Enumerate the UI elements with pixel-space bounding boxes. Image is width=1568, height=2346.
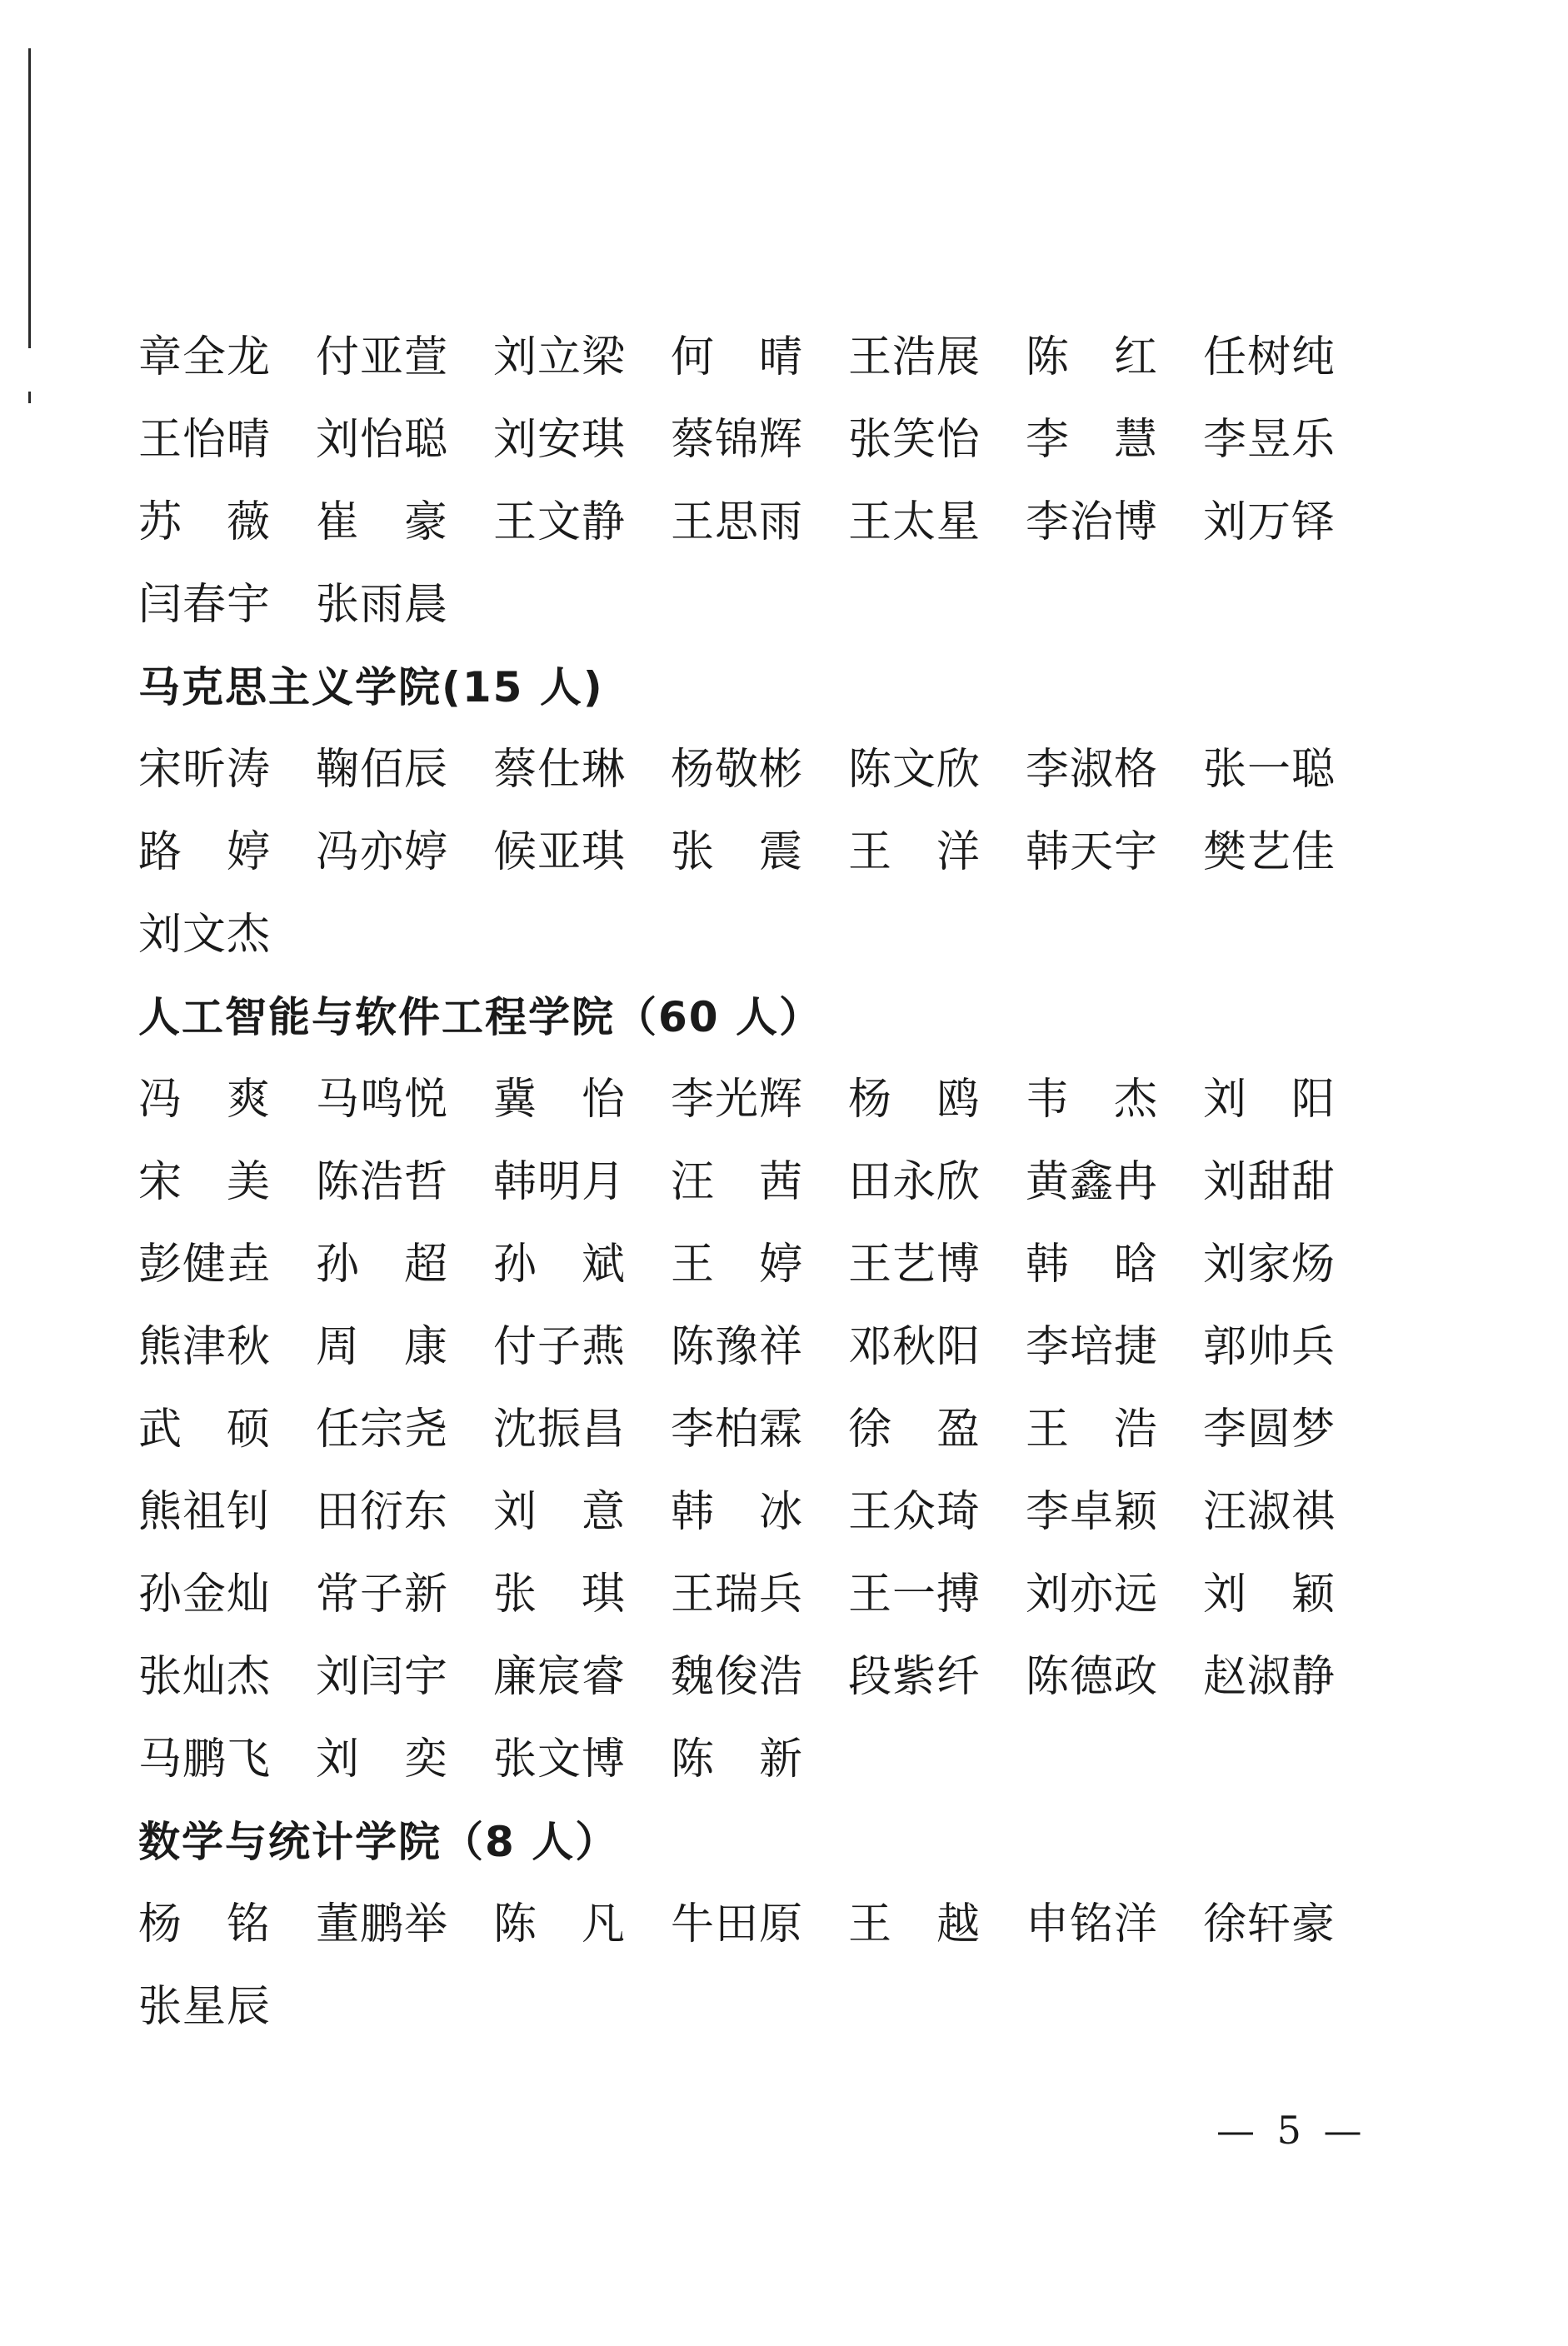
- person-name: 马鹏飞: [138, 1735, 272, 1784]
- person-name: 李光辉: [671, 1075, 804, 1125]
- person-name: 樊艺佳: [1203, 827, 1336, 877]
- person-name: 刘 奕: [316, 1735, 447, 1784]
- person-name: 张一聪: [1203, 745, 1336, 795]
- person-name: 孙 斌: [493, 1240, 625, 1290]
- person-name: 张灿杰: [138, 1652, 272, 1702]
- person-name: 王艺博: [848, 1240, 981, 1290]
- person-name: 冀 怡: [493, 1075, 625, 1125]
- person-name: 陈文欣: [848, 745, 981, 795]
- name-list: [138, 317, 1438, 2049]
- name-row: [138, 482, 1438, 564]
- person-name: 沈振昌: [493, 1405, 627, 1455]
- person-name: 王 洋: [848, 827, 980, 877]
- person-name: 刘安琪: [493, 415, 627, 465]
- person-name: 苏 薇: [138, 497, 270, 547]
- person-name: 牛田原: [671, 1899, 804, 1949]
- person-name: 张星辰: [138, 1982, 272, 2032]
- person-name: 王 越: [848, 1899, 980, 1949]
- person-name: 田永欣: [848, 1157, 981, 1207]
- name-row: [138, 1471, 1438, 1554]
- person-name: 田衍东: [316, 1487, 449, 1537]
- person-name: 陈 新: [671, 1735, 802, 1784]
- person-name: 王太星: [848, 497, 981, 547]
- person-name: 鞠佰辰: [316, 745, 449, 795]
- name-row: [138, 1141, 1438, 1224]
- person-name: 王浩展: [848, 332, 981, 382]
- person-name: 郭帅兵: [1203, 1322, 1336, 1372]
- person-name: 付亚萱: [316, 332, 449, 382]
- person-name: 李圆梦: [1203, 1405, 1336, 1455]
- person-name: 宋 美: [138, 1157, 270, 1207]
- name-row: [138, 1306, 1438, 1389]
- person-name: 熊祖钊: [138, 1487, 272, 1537]
- person-name: 刘闫宇: [316, 1652, 449, 1702]
- person-name: 刘甜甜: [1203, 1157, 1336, 1207]
- person-name: 候亚琪: [493, 827, 627, 877]
- person-name: 魏俊浩: [671, 1652, 804, 1702]
- person-name: 孙金灿: [138, 1570, 272, 1620]
- person-name: 刘 颖: [1203, 1570, 1335, 1620]
- person-name: 黄鑫冉: [1026, 1157, 1159, 1207]
- person-name: 刘立梁: [493, 332, 627, 382]
- person-name: 韩 晗: [1026, 1240, 1157, 1290]
- person-name: 王文静: [493, 497, 627, 547]
- person-name: 张笑怡: [848, 415, 981, 465]
- person-name: 李培捷: [1026, 1322, 1159, 1372]
- person-name: 韩天宇: [1026, 827, 1159, 877]
- name-row: [138, 1389, 1438, 1471]
- person-name: 邓秋阳: [848, 1322, 981, 1372]
- person-name: 汪淑祺: [1203, 1487, 1336, 1537]
- section-heading: 数学与统计学院（8 人）: [138, 1818, 619, 1866]
- name-row: [138, 564, 1438, 646]
- person-name: 杨 鸥: [848, 1075, 980, 1125]
- person-name: 刘怡聪: [316, 415, 449, 465]
- person-name: 韩 冰: [671, 1487, 802, 1537]
- person-name: 韦 杰: [1026, 1075, 1157, 1125]
- person-name: 熊津秋: [138, 1322, 272, 1372]
- person-name: 王怡晴: [138, 415, 272, 465]
- person-name: 路 婷: [138, 827, 270, 877]
- person-name: 徐轩豪: [1203, 1899, 1336, 1949]
- person-name: 冯亦婷: [316, 827, 449, 877]
- name-row: [138, 1224, 1438, 1306]
- person-name: 赵淑静: [1203, 1652, 1336, 1702]
- person-name: 陈豫祥: [671, 1322, 804, 1372]
- person-name: 廉宸睿: [493, 1652, 627, 1702]
- name-row: [138, 1059, 1438, 1141]
- person-name: 李柏霖: [671, 1405, 804, 1455]
- person-name: 任树纯: [1203, 332, 1336, 382]
- person-name: 李昱乐: [1203, 415, 1336, 465]
- person-name: 王一搏: [848, 1570, 981, 1620]
- person-name: 张 琪: [493, 1570, 625, 1620]
- section-heading: 马克思主义学院(15 人): [138, 663, 604, 711]
- person-name: 宋昕涛: [138, 745, 272, 795]
- person-name: 段紫纤: [848, 1652, 981, 1702]
- person-name: 张雨晨: [316, 580, 449, 630]
- person-name: 陈浩哲: [316, 1157, 449, 1207]
- name-row: [138, 1554, 1438, 1636]
- name-row: [138, 811, 1438, 894]
- person-name: 冯 爽: [138, 1075, 270, 1125]
- person-name: 王 浩: [1026, 1405, 1157, 1455]
- person-name: 李治博: [1026, 497, 1159, 547]
- name-row: [138, 1719, 1438, 1801]
- person-name: 李 慧: [1026, 415, 1157, 465]
- person-name: 马鸣悦: [316, 1075, 449, 1125]
- person-name: 杨敬彬: [671, 745, 804, 795]
- person-name: 刘亦远: [1026, 1570, 1159, 1620]
- person-name: 常子新: [316, 1570, 449, 1620]
- name-row: [138, 317, 1438, 399]
- name-row: [138, 1636, 1438, 1719]
- person-name: 汪 茜: [671, 1157, 802, 1207]
- person-name: 蔡仕琳: [493, 745, 627, 795]
- person-name: 李卓颖: [1026, 1487, 1159, 1537]
- person-name: 张 震: [671, 827, 802, 877]
- person-name: 王思雨: [671, 497, 804, 547]
- person-name: 董鹏举: [316, 1899, 449, 1949]
- person-name: 王瑞兵: [671, 1570, 804, 1620]
- binding-margin-line: [28, 48, 31, 348]
- person-name: 申铭洋: [1026, 1899, 1159, 1949]
- person-name: 杨 铭: [138, 1899, 270, 1949]
- section-heading: 人工智能与软件工程学院（60 人）: [138, 993, 822, 1041]
- person-name: 任宗尧: [316, 1405, 449, 1455]
- page-number: — 5 —: [1216, 2108, 1367, 2153]
- person-name: 彭健垚: [138, 1240, 272, 1290]
- person-name: 陈 凡: [493, 1899, 625, 1949]
- person-name: 张文博: [493, 1735, 627, 1784]
- person-name: 刘文杰: [138, 910, 272, 960]
- person-name: 武 硕: [138, 1405, 270, 1455]
- person-name: 刘万铎: [1203, 497, 1336, 547]
- name-row: [138, 1966, 1438, 2049]
- person-name: 陈 红: [1026, 332, 1157, 382]
- person-name: 孙 超: [316, 1240, 447, 1290]
- person-name: 崔 豪: [316, 497, 447, 547]
- person-name: 付子燕: [493, 1322, 627, 1372]
- person-name: 蔡锦辉: [671, 415, 804, 465]
- person-name: 王众琦: [848, 1487, 981, 1537]
- binding-margin-mark: [28, 392, 31, 403]
- person-name: 李淑格: [1026, 745, 1159, 795]
- name-row: [138, 1884, 1438, 1966]
- person-name: 刘 阳: [1203, 1075, 1335, 1125]
- person-name: 韩明月: [493, 1157, 627, 1207]
- person-name: 徐 盈: [848, 1405, 980, 1455]
- person-name: 刘 意: [493, 1487, 625, 1537]
- person-name: 周 康: [316, 1322, 447, 1372]
- name-row: [138, 399, 1438, 482]
- person-name: 闫春宇: [138, 580, 272, 630]
- person-name: 何 晴: [671, 332, 802, 382]
- person-name: 王 婷: [671, 1240, 802, 1290]
- person-name: 陈德政: [1026, 1652, 1159, 1702]
- name-row: [138, 729, 1438, 811]
- name-row: [138, 894, 1438, 976]
- person-name: 章全龙: [138, 332, 272, 382]
- person-name: 刘家炀: [1203, 1240, 1336, 1290]
